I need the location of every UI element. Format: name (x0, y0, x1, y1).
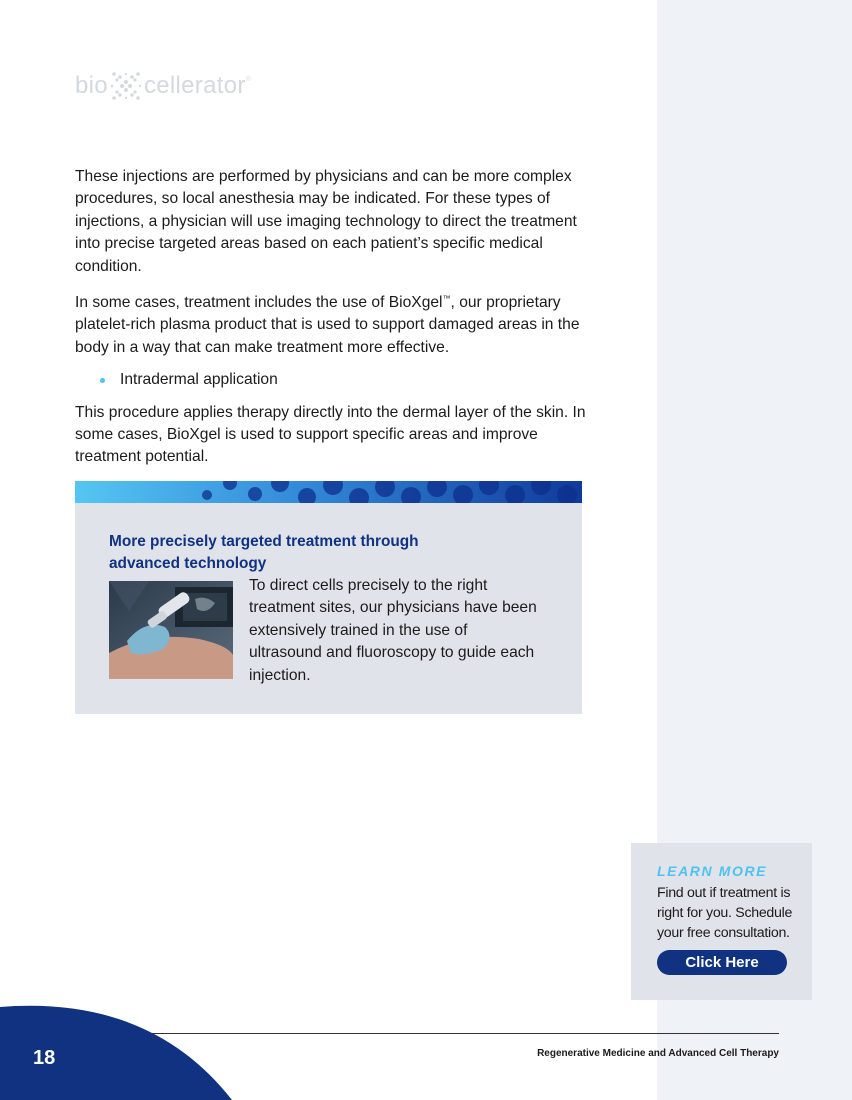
learn-more-heading: LEARN MORE (657, 863, 768, 879)
paragraph-2-part-1: In some cases, treatment includes the use of BioXgel (75, 294, 443, 312)
body-content (75, 166, 590, 479)
ultrasound-photo-icon (109, 581, 233, 679)
click-here-button[interactable]: Click Here (657, 950, 787, 975)
logo-x-mark-icon (109, 69, 143, 103)
paragraph-3: This procedure applies therapy directly into the dermal layer of the skin. In some cases, BioXgel is used to support specific areas and improve treatment potential. (75, 403, 586, 466)
bullet-dot-icon (100, 378, 105, 383)
page-number: 18 (33, 1047, 56, 1069)
logo-text-left: bio (75, 72, 108, 99)
logo-text-right: cellerator (143, 72, 246, 99)
biocellerator-logo (75, 68, 251, 104)
learn-more-box (631, 843, 812, 1000)
dotted-gradient-banner (75, 481, 582, 503)
callout-panel (75, 503, 582, 714)
trademark-symbol: ™ (442, 294, 451, 304)
paragraph-1: These injections are performed by physicians and can be more complex procedures, so local anesthesia may be indicated. For these types of injections, a physician will use imaging technology to direct the treatment into precise targeted areas based on each patient’s specific medical condition. (75, 168, 577, 275)
bullet-text: Intradermal application (120, 371, 278, 389)
paragraph-2 (75, 288, 590, 359)
callout-title: More precisely targeted treatment through advanced technology (109, 533, 419, 572)
paragraph-2-part-2: , our proprietary platelet-rich plasma product that is used to support damaged areas in the body in a way that can make treatment more effective. (75, 294, 580, 356)
callout-text: To direct cells precisely to the right treatment sites, our physicians have been extensively trained in the use of ultrasound and fluoroscopy to guide each injection. (249, 577, 537, 684)
learn-more-text: Find out if treatment is right for you. Schedule your free consultation. (657, 885, 793, 941)
logo-registered-mark: ® (245, 76, 251, 83)
footer-title: Regenerative Medicine and Advanced Cell Therapy (537, 1048, 779, 1059)
bullet-item (75, 369, 590, 391)
